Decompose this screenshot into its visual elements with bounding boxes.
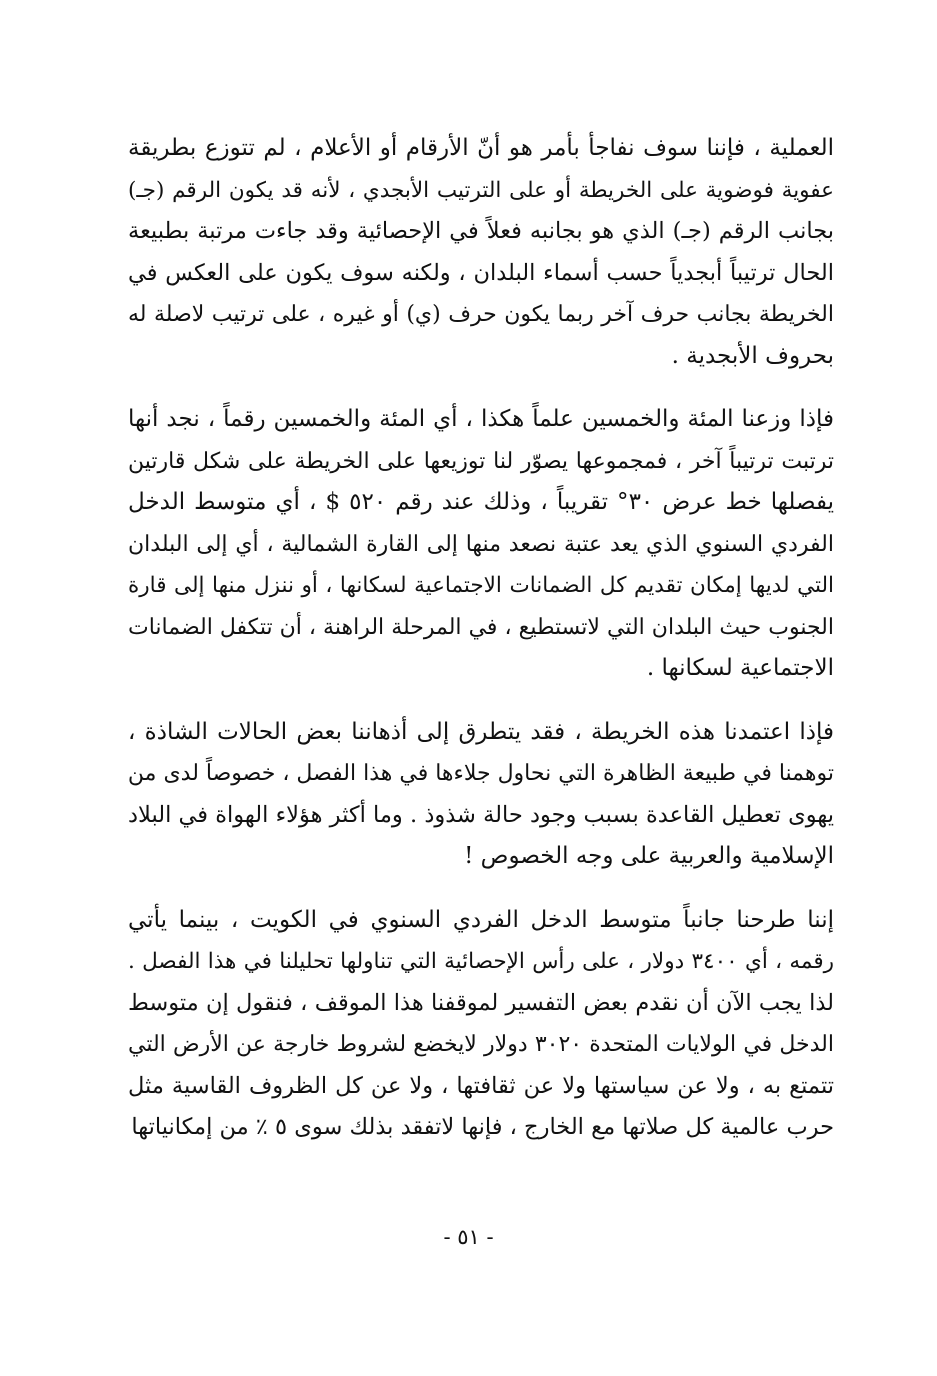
- text-line: الجنوب حيث البلدان التي لاتستطيع ، في المرحلة الراهنة ، أن تتكفل الضمانات: [128, 614, 834, 640]
- paragraph: [128, 128, 834, 377]
- text-line: لذا يجب الآن أن نقدم بعض التفسير لموقفنا هذا الموقف ، فنقول إن متوسط: [128, 989, 834, 1016]
- paragraph: [128, 712, 834, 878]
- paragraph: [128, 399, 834, 690]
- text-line: بجانب الرقم (جـ) الذي هو بجانبه فعلاً في الإحصائية وقد جاءت مرتبة بطبيعة: [128, 218, 834, 244]
- text-line: الخريطة بجانب حرف آخر ربما يكون حرف (ي) أو غيره ، على ترتيب لاصلة له: [128, 302, 834, 327]
- text-line: إننا طرحنا جانباً متوسط الدخل الفردي السنوي في الكويت ، بينما يأتي: [128, 906, 834, 933]
- text-line: بحروف الأبجدية .: [671, 342, 834, 369]
- text-line: فإذا اعتمدنا هذه الخريطة ، فقد يتطرق إلى أذهاننا بعض الحالات الشاذة ،: [128, 718, 834, 745]
- text-line: يفصلها خط عرض ٣٠° تقريباً ، وذلك عند رقم ٥٢٠ $ ، أي متوسط الدخل: [128, 489, 834, 515]
- text-line: فإذا وزعنا المئة والخمسين علماً هكذا ، أي المئة والخمسين رقماً ، نجد أنها: [128, 406, 834, 432]
- text-line: رقمه ، أي ٣٤٠٠ دولار ، على رأس الإحصائية التي تناولها تحليلنا في هذا الفصل .: [128, 949, 834, 974]
- text-line: العملية ، فإننا سوف نفاجأ بأمر هو أنّ الأرقام أو الأعلام ، لم تتوزع بطريقة: [128, 135, 834, 161]
- text-line: الدخل في الولايات المتحدة ٣٠٢٠ دولار لايخضع لشروط خارجة عن الأرض التي: [128, 1032, 834, 1057]
- text-line: التي لديها إمكان تقديم كل الضمانات الاجتماعية لسكانها ، أو ننزل منها إلى قارة: [128, 573, 834, 598]
- text-line: الحال ترتيباً أبجدياً حسب أسماء البلدان ، ولكنه سوف يكون على العكس في: [128, 259, 834, 286]
- page-body: [128, 128, 834, 1171]
- paragraph: [128, 900, 834, 1149]
- text-line: ترتبت ترتيباً آخر ، فمجموعها يصوّر لنا توزيعها على الخريطة على شكل قارتين: [128, 448, 834, 474]
- text-line: تتمتع به ، ولا عن سياستها ولا عن ثقافتها ، ولا عن كل الظروف القاسية مثل: [128, 1072, 834, 1099]
- text-line: عفوية فوضوية على الخريطة أو على الترتيب الأبجدي ، لأنه قد يكون الرقم (جـ): [128, 177, 834, 203]
- text-line: الفردي السنوي الذي يعد عتبة نصعد منها إلى القارة الشمالية ، أي إلى البلدان: [128, 531, 834, 557]
- text-line: يهوى تعطيل القاعدة بسبب وجود حالة شذوذ . وما أكثر هؤلاء الهواة في البلاد: [128, 801, 834, 828]
- text-line: توهمنا في طبيعة الظاهرة التي نحاول جلاءها في هذا الفصل ، خصوصاً لدى من: [128, 761, 834, 786]
- text-line: الاجتماعية لسكانها .: [646, 655, 834, 681]
- text-line: حرب عالمية كل صلاتها مع الخارج ، فإنها لاتفقد بذلك سوى ٥ ٪ من إمكانياتها: [131, 1114, 834, 1140]
- text-line: الإسلامية والعربية على وجه الخصوص !: [464, 843, 834, 869]
- page-number: - ٥١ -: [443, 1225, 494, 1249]
